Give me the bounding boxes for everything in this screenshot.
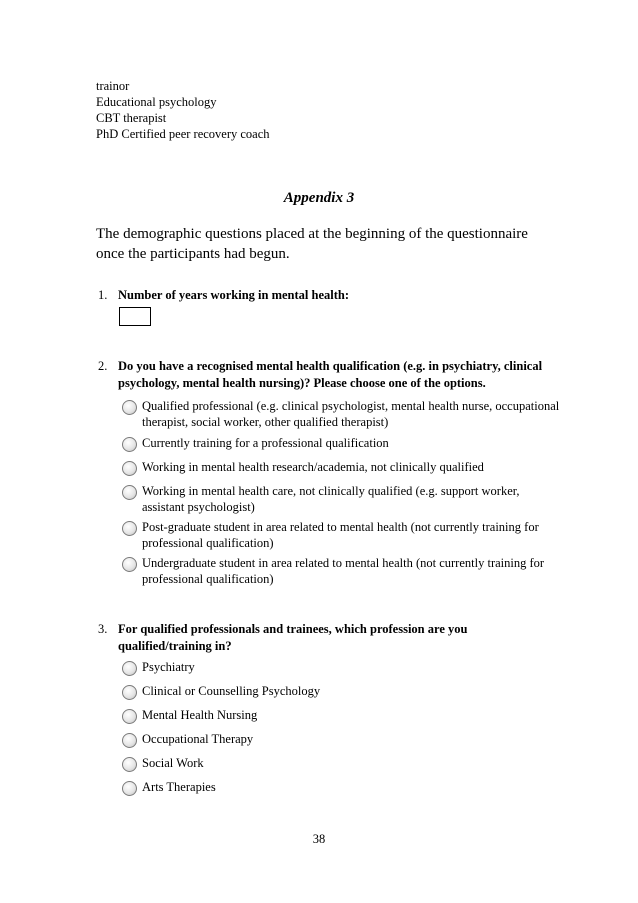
radio-button-icon[interactable]: [122, 437, 137, 452]
radio-button-icon[interactable]: [122, 485, 137, 500]
intro-lines: [96, 78, 270, 142]
lead-line: The demographic questions placed at the beginning of the questionnaire: [96, 226, 528, 242]
option-label: Arts Therapies: [142, 780, 216, 794]
radio-button-icon[interactable]: [122, 685, 137, 700]
question-text: Number of years working in mental health:: [118, 288, 350, 302]
option-label: Currently training for a professional qualification: [142, 436, 389, 450]
radio-button-icon[interactable]: [122, 757, 137, 772]
radio-button-icon[interactable]: [122, 661, 137, 676]
option-label: Mental Health Nursing: [142, 708, 258, 722]
question-number: 3.: [98, 622, 108, 636]
question-number: 1.: [98, 288, 108, 302]
question-number: 2.: [98, 359, 108, 373]
radio-button-icon[interactable]: [122, 781, 137, 796]
option-label: Post-graduate student in area related to mental health (not currently training for professional qualification): [142, 520, 539, 550]
question-text: For qualified professionals and trainees, which profession are you qualified/training in?: [118, 622, 468, 653]
option-label: Undergraduate student in area related to mental health (not currently training for professional qualification): [142, 556, 545, 586]
radio-button-icon[interactable]: [122, 400, 137, 415]
question-text: Do you have a recognised mental health qualification (e.g. in psychiatry, clinical psychology, mental health nursing)? Please choose one of the options.: [118, 359, 543, 390]
option-label: Qualified professional (e.g. clinical psychologist, mental health nurse, occupational therapist, social worker, other qualified therapist): [142, 399, 560, 429]
option-label: Working in mental health care, not clinically qualified (e.g. support worker, assistant psychologist): [142, 484, 520, 514]
intro-line: Educational psychology: [96, 95, 217, 109]
appendix-title: Appendix 3: [283, 190, 355, 206]
radio-button-icon[interactable]: [122, 557, 137, 572]
option-label: Clinical or Counselling Psychology: [142, 684, 321, 698]
radio-button-icon[interactable]: [122, 733, 137, 748]
lead-line: once the participants had begun.: [96, 246, 290, 262]
years-input-box[interactable]: [119, 307, 151, 326]
intro-line: trainor: [96, 79, 130, 93]
option-label: Social Work: [142, 756, 204, 770]
option-label: Occupational Therapy: [142, 732, 254, 746]
option-label: Psychiatry: [142, 660, 195, 674]
intro-line: PhD Certified peer recovery coach: [96, 127, 270, 141]
radio-button-icon[interactable]: [122, 709, 137, 724]
page-number: 38: [312, 832, 326, 846]
lead-paragraph: [96, 224, 528, 264]
intro-line: CBT therapist: [96, 111, 167, 125]
radio-button-icon[interactable]: [122, 461, 137, 476]
radio-button-icon[interactable]: [122, 521, 137, 536]
option-label: Working in mental health research/academia, not clinically qualified: [142, 460, 484, 474]
